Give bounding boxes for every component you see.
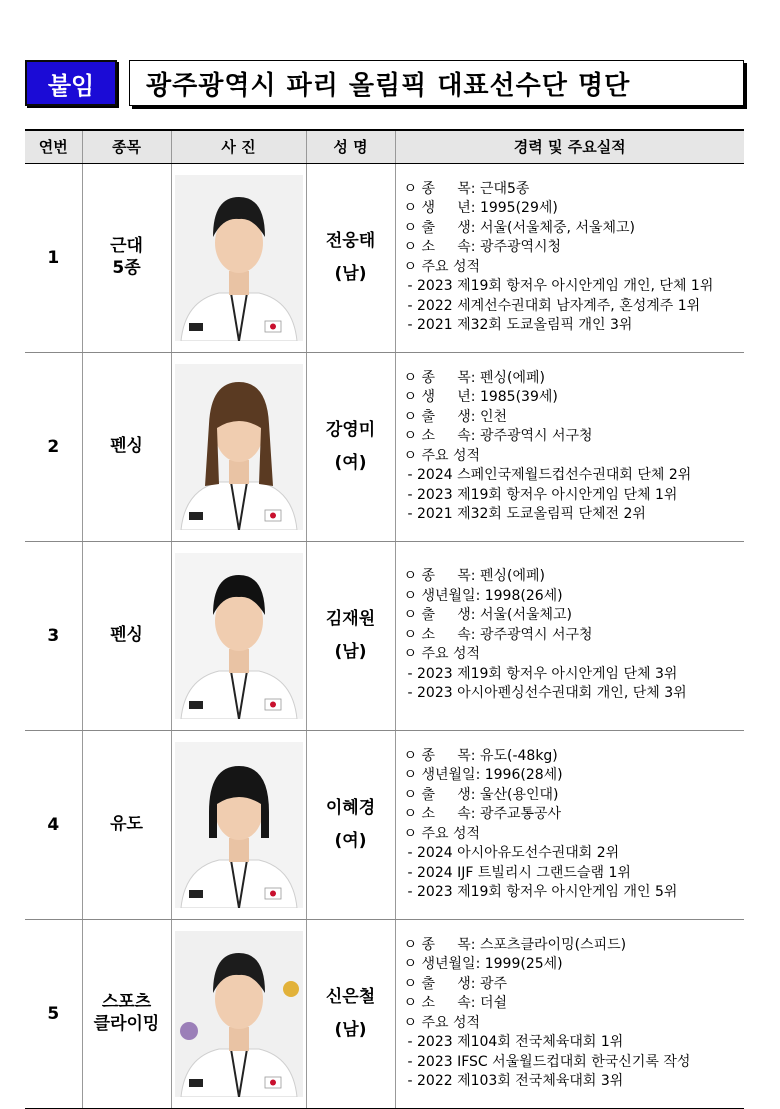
career-cell [395,541,744,730]
career-line: ㅇ 종 목: 근대5종 [403,180,530,197]
career-line: ㅇ 생년월일: 1998(26세) [403,587,563,604]
athlete-photo [175,364,303,530]
photo-cell [171,919,306,1108]
career-line: ㅇ 종 목: 펜싱(에페) [403,369,545,386]
athlete-gender: (남) [334,263,367,284]
athlete-photo [175,553,303,719]
event-name: 유도 [82,730,171,919]
career-line: ㅇ 주요 성적 [403,825,481,842]
column-header-no: 연번 [25,130,82,163]
career-line: ㅇ 출 생: 서울(서울체고) [403,607,573,624]
document-title: 광주광역시 파리 올림픽 대표선수단 명단 [129,60,744,106]
career-line: ㅇ 생 년: 1985(39세) [403,389,558,405]
result-line: - 2023 제19회 항저우 아시안게임 단체 1위 [407,486,678,503]
career-line: ㅇ 주요 성적 [403,447,481,464]
name-cell [306,541,395,730]
athlete-photo [175,175,303,341]
row-number: 2 [25,352,82,541]
career-line: ㅇ 소 속: 광주광역시 서구청 [403,428,593,444]
athlete-name: 강영미 [325,420,376,441]
career-line: ㅇ 소 속: 광주교통공사 [403,806,562,822]
career-cell [395,352,744,541]
table-row [25,730,744,919]
career-line: ㅇ 출 생: 울산(용인대) [403,786,559,803]
result-line: - 2024 IJF 트빌리시 그랜드슬램 1위 [407,864,631,881]
result-line: - 2023 제19회 항저우 아시안게임 단체 3위 [407,665,678,682]
photo-cell [171,352,306,541]
name-cell [306,352,395,541]
table-row [25,919,744,1108]
photo-cell [171,730,306,919]
event-name: 펜싱 [82,352,171,541]
photo-cell [171,541,306,730]
career-line: ㅇ 소 속: 광주광역시 서구청 [403,626,593,643]
attachment-badge: 붙임 [25,60,117,106]
career-line: ㅇ 출 생: 광주 [403,975,507,992]
column-header-event: 종목 [82,130,171,163]
result-line: - 2023 제19회 항저우 아시안게임 개인, 단체 1위 [407,278,714,294]
athlete-name: 전웅태 [325,231,376,252]
athlete-gender: (남) [334,1019,367,1040]
career-cell [395,919,744,1108]
result-line: - 2023 제19회 항저우 아시안게임 개인 5위 [407,884,678,900]
row-number: 3 [25,541,82,730]
column-header-name: 성 명 [306,130,395,163]
event-name: 스포츠 클라이밍 [82,919,171,1108]
career-line: ㅇ 소 속: 더쉴 [403,995,507,1011]
athlete-name: 신은철 [325,987,376,1008]
table-header-row [25,130,744,163]
career-line: ㅇ 생년월일: 1996(28세) [403,767,563,783]
athlete-photo [175,931,303,1097]
column-header-career: 경력 및 주요실적 [395,130,744,163]
career-cell [395,163,744,352]
career-line: ㅇ 출 생: 인천 [403,408,507,425]
athlete-gender: (남) [334,641,367,662]
athlete-roster-table [25,129,744,1109]
event-name: 펜싱 [82,541,171,730]
result-line: - 2021 제32회 도쿄올림픽 개인 3위 [407,317,633,333]
athlete-name: 김재원 [325,609,376,630]
career-line: ㅇ 소 속: 광주광역시청 [403,239,562,255]
name-cell [306,730,395,919]
result-line: - 2023 제104회 전국체육대회 1위 [407,1034,624,1050]
row-number: 1 [25,163,82,352]
column-header-photo: 사 진 [171,130,306,163]
result-line: - 2024 아시아유도선수권대회 2위 [407,845,620,861]
photo-cell [171,163,306,352]
athlete-gender: (여) [334,452,367,473]
row-number: 5 [25,919,82,1108]
result-line: - 2024 스페인국제월드컵선수권대회 단체 2위 [407,467,692,483]
career-line: ㅇ 주요 성적 [403,258,481,275]
result-line: - 2023 IFSC 서울월드컵대회 한국신기록 작성 [407,1053,691,1070]
career-line: ㅇ 종 목: 스포츠클라이밍(스피드) [403,936,627,953]
event-name: 근대 5종 [82,163,171,352]
career-line: ㅇ 종 목: 유도(-48kg) [403,747,558,764]
name-cell [306,163,395,352]
career-line: ㅇ 생 년: 1995(29세) [403,200,558,216]
career-cell [395,730,744,919]
table-row [25,352,744,541]
result-line: - 2022 제103회 전국체육대회 3위 [407,1073,624,1089]
document-header [25,60,744,110]
name-cell [306,919,395,1108]
athlete-name: 이혜경 [325,798,376,819]
athlete-photo [175,742,303,908]
row-number: 4 [25,730,82,919]
career-line: ㅇ 주요 성적 [403,1014,481,1031]
career-line: ㅇ 주요 성적 [403,646,481,663]
table-row [25,541,744,730]
career-line: ㅇ 출 생: 서울(서울체중, 서울체고) [403,219,636,236]
career-line: ㅇ 종 목: 펜싱(에페) [403,568,545,585]
table-row [25,163,744,352]
result-line: - 2023 아시아펜싱선수권대회 개인, 단체 3위 [407,685,687,702]
result-line: - 2021 제32회 도쿄올림픽 단체전 2위 [407,506,646,522]
result-line: - 2022 세계선수권대회 남자계주, 혼성계주 1위 [407,297,701,314]
athlete-gender: (여) [334,830,367,851]
career-line: ㅇ 생년월일: 1999(25세) [403,956,563,972]
